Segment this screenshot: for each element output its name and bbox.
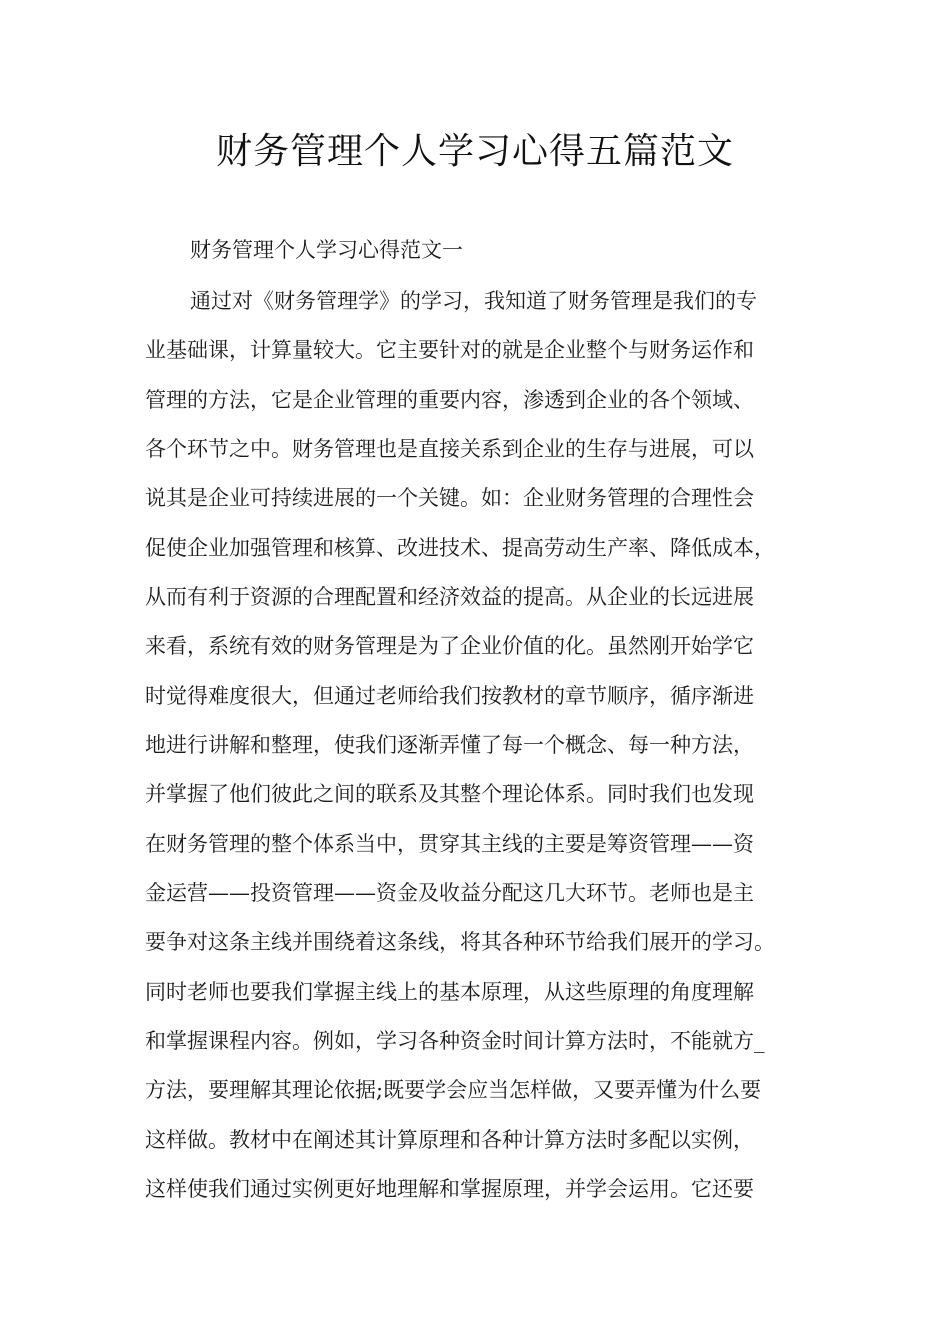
body-line: 说其是企业可持续进展的一个关键。如：企业财务管理的合理性会 xyxy=(145,486,754,510)
body-line: 地进行讲解和整理，使我们逐渐弄懂了每一个概念、每一种方法， xyxy=(145,733,754,757)
body-line: 并掌握了他们彼此之间的联系及其整个理论体系。同时我们也发现 xyxy=(145,782,754,806)
body-line: 在财务管理的整个体系当中，贯穿其主线的主要是筹资管理——资 xyxy=(145,832,754,856)
body-line: 管理的方法，它是企业管理的重要内容，渗透到企业的各个领域、 xyxy=(145,388,754,412)
body-line: 时觉得难度很大，但通过老师给我们按教材的章节顺序，循序渐进 xyxy=(145,684,754,708)
body-line: 各个环节之中。财务管理也是直接关系到企业的生存与进展，可以 xyxy=(145,437,754,461)
body-line: 来看，系统有效的财务管理是为了企业价值的化。虽然刚开始学它 xyxy=(145,634,754,658)
body-line: 要争对这条主线并围绕着这条线，将其各种环节给我们展开的学习。 xyxy=(145,930,775,954)
body-line: 促使企业加强管理和核算、改进技术、提高劳动生产率、降低成本， xyxy=(145,536,775,560)
body-line: 这样做。教材中在阐述其计算原理和各种计算方法时多配以实例， xyxy=(145,1128,754,1152)
body-line: 通过对《财务管理学》的学习，我知道了财务管理是我们的专 xyxy=(190,289,757,313)
body-line: 金运营——投资管理——资金及收益分配这几大环节。老师也是主 xyxy=(145,881,754,905)
body-line: 和掌握课程内容。例如，学习各种资金时间计算方法时，不能就方_ xyxy=(145,1029,765,1053)
body-line: 方法，要理解其理论依据;既要学会应当怎样做，又要弄懂为什么要 xyxy=(145,1078,762,1102)
document-title: 财务管理个人学习心得五篇范文 xyxy=(215,131,734,172)
body-line: 业基础课，计算量较大。它主要针对的就是企业整个与财务运作和 xyxy=(145,338,754,362)
body-line: 同时老师也要我们掌握主线上的基本原理，从这些原理的角度理解 xyxy=(145,980,754,1004)
body-line: 这样使我们通过实例更好地理解和掌握原理，并学会运用。它还要 xyxy=(145,1177,754,1201)
body-line: 从而有利于资源的合理配置和经济效益的提高。从企业的长远进展 xyxy=(145,585,754,609)
section-heading: 财务管理个人学习心得范文一 xyxy=(190,238,463,262)
